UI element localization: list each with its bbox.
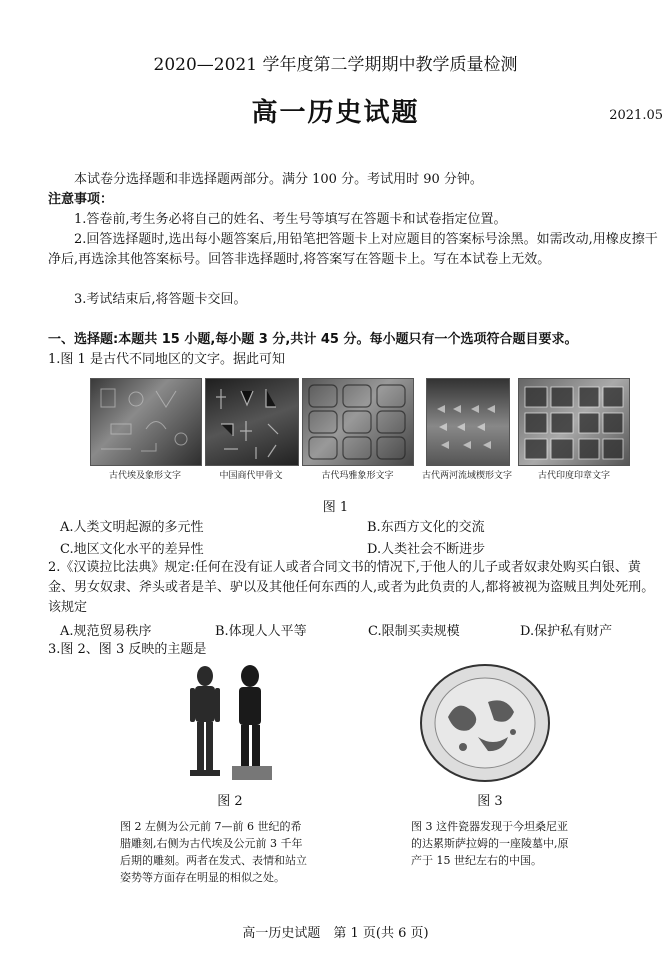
question-3-stem: 3.图 2、图 3 反映的主题是 bbox=[48, 642, 207, 657]
note-item-2: 2.回答选择题时,选出每小题答案后,用铅笔把答题卡上对应题目的答案标号涂黑。如需改动,用橡皮擦干净后,再选涂其他答案标号。回答非选择题时,将答案写在答题卡上。写在本试卷上无效。 bbox=[48, 232, 658, 267]
caption-cuneiform: 古代两河流域楔形文字 bbox=[422, 471, 513, 481]
oracle-bone-image bbox=[205, 378, 299, 466]
figure-3-description: 图 3 这件瓷器发现于今坦桑尼亚的达累斯萨拉姆的一座陵墓中,原产于 15 世纪左右的中国。 bbox=[411, 820, 569, 867]
exam-title: 2020—2021 学年度第二学期期中教学质量检测 bbox=[153, 55, 518, 75]
q2-option-a: A.规范贸易秩序 bbox=[60, 624, 152, 639]
figure-2-description: 图 2 左侧为公元前 7—前 6 世纪的希腊雕刻,右侧为古代埃及公元前 3 千年后期的雕刻。两者在发式、表情和站立姿势等方面存在明显的相似之处。 bbox=[120, 820, 307, 884]
indus-seal-image bbox=[518, 378, 630, 466]
page-footer: 高一历史试题 第 1 页(共 6 页) bbox=[242, 926, 429, 941]
q2-option-b: B.体现人人平等 bbox=[215, 624, 307, 639]
q1-option-a: A.人类文明起源的多元性 bbox=[60, 520, 204, 535]
figure-2-label: 图 2 bbox=[217, 794, 243, 809]
porcelain-plate-image bbox=[418, 662, 552, 784]
note-item-3: 3.考试结束后,将答题卡交回。 bbox=[74, 292, 247, 307]
figure-3-label: 图 3 bbox=[477, 794, 503, 809]
intro-text: 本试卷分选择题和非选择题两部分。满分 100 分。考试用时 90 分钟。 bbox=[74, 172, 483, 187]
cuneiform-tablet-image bbox=[426, 378, 510, 466]
egyptian-hieroglyph-image bbox=[90, 378, 202, 466]
figure-1-label: 图 1 bbox=[322, 500, 349, 515]
statue-figures-icon bbox=[180, 662, 278, 784]
section-title: 一、选择题:本题共 15 小题,每小题 3 分,共计 45 分。每小题只有一个选项符合题目要求。 bbox=[48, 332, 578, 347]
hieroglyph-pattern-icon bbox=[91, 379, 201, 465]
question-2-stem: 2.《汉谟拉比法典》规定:任何在没有证人或者合同文书的情况下,于他人的儿子或者奴隶处购买白银、黄金、男女奴隶、斧头或者是羊、驴以及其他任何东西的人,或者为此负责的人,都将被视为盗贼且判处死刑。该规定 bbox=[48, 560, 655, 615]
plate-icon bbox=[418, 662, 552, 784]
mayan-glyph-image bbox=[302, 378, 414, 466]
oracle-bone-pattern-icon bbox=[206, 379, 298, 465]
q2-option-c: C.限制买卖规模 bbox=[368, 624, 460, 639]
note-item-1: 1.答卷前,考生务必将自己的姓名、考生号等填写在答题卡和试卷指定位置。 bbox=[74, 212, 507, 227]
q1-option-d: D.人类社会不断进步 bbox=[367, 542, 486, 557]
indus-seal-pattern-icon bbox=[519, 379, 629, 465]
q1-option-b: B.东西方文化的交流 bbox=[367, 520, 485, 535]
statues-image bbox=[180, 662, 278, 784]
cuneiform-pattern-icon bbox=[427, 379, 509, 465]
caption-oracle: 中国商代甲骨文 bbox=[219, 471, 283, 481]
question-1-stem: 1.图 1 是古代不同地区的文字。据此可知 bbox=[48, 352, 285, 367]
exam-date: 2021.05 bbox=[609, 108, 663, 123]
mayan-glyph-pattern-icon bbox=[303, 379, 413, 465]
notes-title: 注意事项： bbox=[48, 192, 114, 207]
caption-egypt: 古代埃及象形文字 bbox=[108, 471, 181, 481]
subject-title: 高一历史试题 bbox=[251, 98, 420, 128]
caption-indus: 古代印度印章文字 bbox=[537, 471, 610, 481]
q1-option-c: C.地区文化水平的差异性 bbox=[60, 542, 204, 557]
q2-option-d: D.保护私有财产 bbox=[520, 624, 613, 639]
caption-maya: 古代玛雅象形文字 bbox=[321, 471, 394, 481]
